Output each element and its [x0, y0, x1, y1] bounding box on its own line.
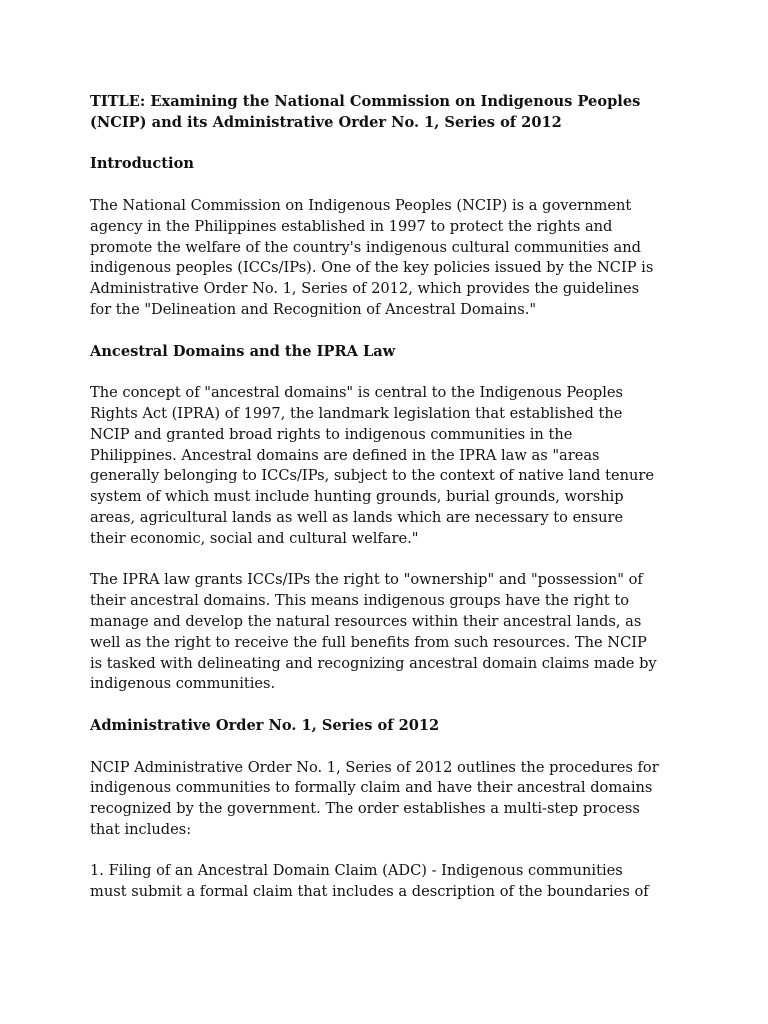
section-heading-administrative-order: Administrative Order No. 1, Series of 2012	[90, 716, 440, 734]
list-item-filing-adc: 1. Filing of an Ancestral Domain Claim (ADC) - Indigenous communities must submit a formal claim that includes a description of the boundaries of	[90, 862, 649, 901]
title-line: TITLE: Examining the National Commission on Indigenous Peoples	[90, 93, 641, 110]
paragraph-ipra-rights: The IPRA law grants ICCs/IPs the right to "ownership" and "possession" of their ancestral domains. This means indigenous groups have the right to manage and develop the natural resources within their ancestral lands, as well as the right to receive the full benefits from such resources. The NCIP is tasked with delineating and recognizing ancestral domain claims made by indigenous communities.	[90, 571, 657, 693]
paragraph-administrative-order: NCIP Administrative Order No. 1, Series of 2012 outlines the procedures for indigenous communities to formally claim and have their ancestral domains recognized by the government. The order establishes a multi-step process that includes:	[90, 758, 659, 838]
title-line: (NCIP) and its Administrative Order No. 1, Series of 2012	[90, 113, 562, 131]
paragraph-ancestral-domains-concept: The concept of "ancestral domains" is central to the Indigenous Peoples Rights Act (IPRA) of 1997, the landmark legislation that established the NCIP and granted broad rights to indigenous communities in the Philippines. Ancestral domains are defined in the IPRA law as "areas generally belonging to ICCs/IPs, subject to the context of native land tenure system of which must include hunting grounds, burial grounds, worship areas, agricultural lands as well as lands which are necessary to ensure their economic, social and cultural welfare."	[90, 384, 655, 547]
paragraph-introduction: The National Commission on Indigenous Peoples (NCIP) is a government agency in the Philippines established in 1997 to protect the rights and promote the welfare of the country's indigenous cultural communities and indigenous peoples (ICCs/IPs). One of the key policies issued by the NCIP is Administrative Order No. 1, Series of 2012, which provides the guidelines for the "Delineation and Recognition of Ancestral Domains."	[90, 196, 654, 318]
document-page	[90, 92, 690, 903]
section-heading-ancestral-domains: Ancestral Domains and the IPRA Law	[90, 342, 396, 360]
document-title	[90, 92, 690, 134]
section-heading-introduction: Introduction	[90, 155, 194, 173]
